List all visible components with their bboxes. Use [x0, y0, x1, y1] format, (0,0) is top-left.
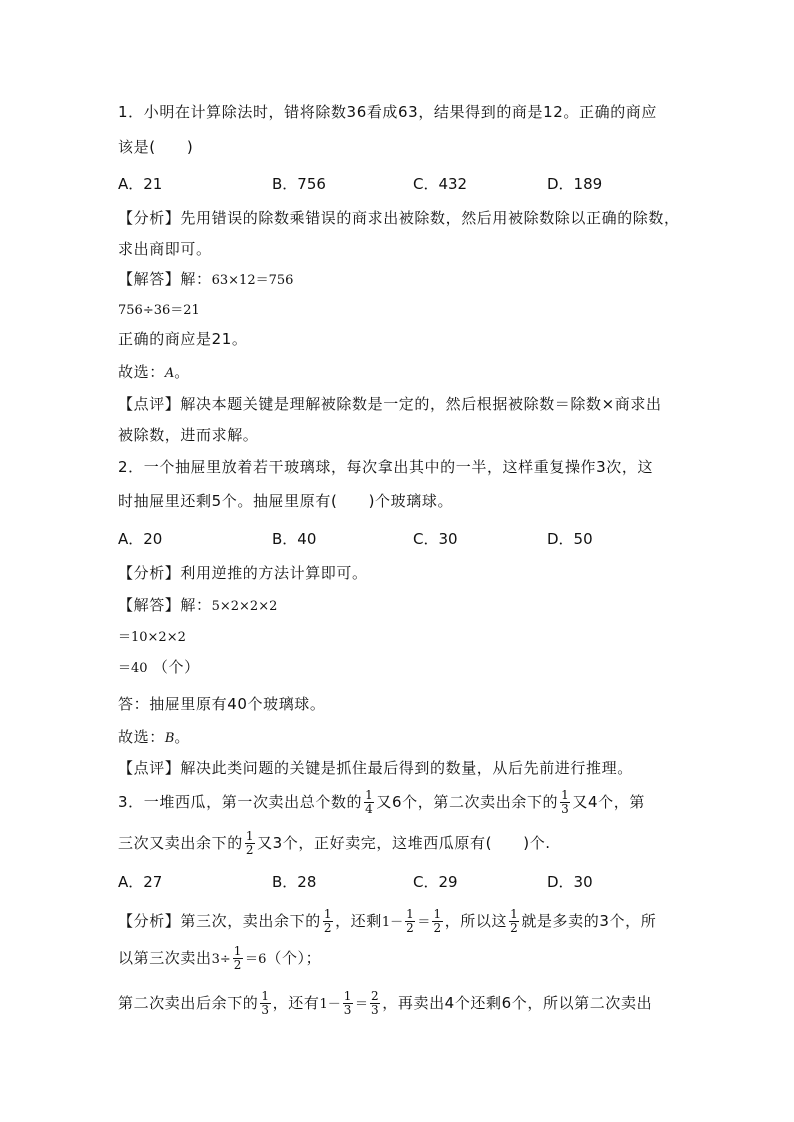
q1-equation-1: 63×12＝756 [211, 273, 294, 288]
q1-answer-line [118, 268, 293, 292]
frac-den: 4 [365, 802, 374, 816]
q1-option-d: D．189 [547, 175, 603, 193]
q2-choice: B [164, 731, 175, 746]
fraction-one-third [260, 990, 270, 1017]
q2-equation-3-line [118, 656, 200, 680]
q3-analysis-line2 [118, 945, 321, 972]
q3-a1b: ，还剩 [335, 912, 382, 930]
q2-comment: 【点评】解决此类问题的关键是抓住最后得到的数量，从后先前进行推理。 [118, 759, 633, 777]
q2-stem-line1: 2．一个抽屉里放着若干玻璃球，每次拿出其中的一半，这样重复操作3次，这 [118, 458, 654, 476]
fraction-one-half [432, 908, 442, 935]
frac-den: 2 [433, 921, 442, 935]
q1-equation-2-line [118, 298, 200, 322]
q3-analysis-line3 [118, 990, 652, 1017]
math-six: 6 [258, 952, 267, 967]
math-three: 3 [211, 952, 220, 967]
frac-num: 1 [323, 907, 333, 921]
q3-stem-1a: 3．一堆西瓜，第一次卖出总个数的 [118, 793, 363, 811]
q1-analysis-line1: 【分析】先用错误的除数乘错误的商求出被除数，然后用被除数除以正确的除数， [118, 209, 680, 227]
q3-a1d: 就是多卖的3个，所 [521, 912, 657, 930]
q3-a2b: （个）； [266, 949, 322, 967]
math-one: 1 [381, 915, 391, 930]
q3-options [118, 871, 678, 893]
q3-a1a: 【分析】第三次，卖出余下的 [118, 912, 321, 930]
q2-option-a: A．20 [118, 530, 163, 548]
q3-a3a: 第二次卖出后余下的 [118, 994, 259, 1012]
frac-den: 3 [343, 1003, 353, 1017]
fraction-one-half [405, 908, 415, 935]
q1-equation-2: 756÷36＝21 [118, 303, 200, 318]
math-divide: ÷ [219, 952, 231, 967]
math-one: 1 [319, 997, 328, 1012]
fraction-one-third [343, 990, 353, 1017]
q1-option-b: B．756 [272, 175, 326, 193]
q2-conclusion: 答：抽屉里原有40个玻璃球。 [118, 695, 326, 713]
frac-den: 2 [510, 921, 519, 935]
fraction-one-half [509, 908, 519, 935]
q3-stem-line2 [118, 830, 551, 857]
frac-num: 1 [233, 944, 243, 958]
q3-a2a: 以第三次卖出 [118, 949, 212, 967]
q3-a3c: ，再卖出4个还剩6个，所以第二次卖出 [382, 994, 653, 1012]
q2-equation-2: ＝10×2×2 [118, 630, 186, 645]
q3-stem-2b: 又3个，正好卖完，这堆西瓜原有( )个. [257, 834, 551, 852]
q1-options [118, 173, 678, 195]
q2-analysis: 【分析】利用逆推的方法计算即可。 [118, 564, 368, 582]
math-equals: ＝ [417, 915, 431, 930]
frac-den: 2 [233, 958, 243, 972]
q2-equation-2-line [118, 625, 186, 649]
q3-option-a: A．27 [118, 873, 163, 891]
q2-choice-line [118, 726, 190, 750]
frac-den: 2 [245, 843, 255, 857]
q2-equation-1: 5×2×2×2 [211, 599, 278, 614]
q2-option-b: B．40 [272, 530, 317, 548]
q2-stem-line2: 时抽屉里还剩5个。抽屉里原有( )个玻璃球。 [118, 492, 454, 510]
q2-option-c: C．30 [413, 530, 458, 548]
q3-option-c: C．29 [413, 873, 458, 891]
math-equals: ＝ [245, 952, 259, 967]
q3-option-d: D．30 [547, 873, 593, 891]
q3-stem-line1 [118, 789, 645, 816]
q1-choice: A [164, 366, 175, 381]
q1-comment-line2: 被除数，进而求解。 [118, 426, 259, 444]
frac-num: 1 [433, 907, 442, 921]
fraction-one-quarter [364, 789, 374, 816]
q1-conclusion: 正确的商应是21。 [118, 330, 248, 348]
fraction-one-half [323, 908, 333, 935]
q1-choice-line [118, 361, 190, 385]
math-equals: ＝ [355, 997, 369, 1012]
q3-stem-1c: 又4个，第 [572, 793, 645, 811]
frac-num: 2 [371, 989, 380, 1003]
frac-den: 2 [323, 921, 333, 935]
frac-den: 3 [371, 1003, 380, 1017]
q1-stem-line1: 1．小明在计算除法时，错将除数36看成63，结果得到的商是12。正确的商应 [118, 103, 658, 121]
q1-option-c: C．432 [413, 175, 468, 193]
q2-answer-line [118, 594, 277, 618]
q1-comment-line1: 【点评】解决本题关键是理解被除数是一定的，然后根据被除数＝除数×商求出 [118, 395, 662, 413]
frac-den: 3 [261, 1003, 270, 1017]
fraction-one-half [245, 830, 255, 857]
q2-equation-3: ＝40 [118, 661, 148, 676]
frac-num: 1 [365, 788, 374, 802]
q1-answer-label: 【解答】解： [118, 270, 212, 288]
q3-analysis-line1 [118, 908, 656, 935]
q2-option-d: D．50 [547, 530, 593, 548]
q1-choice-end: 。 [174, 363, 190, 381]
frac-num: 1 [245, 829, 255, 843]
frac-den: 3 [561, 802, 570, 816]
frac-den: 2 [406, 921, 415, 935]
frac-num: 1 [343, 989, 353, 1003]
frac-num: 1 [406, 907, 415, 921]
q2-choice-label: 故选： [118, 728, 165, 746]
q2-options [118, 528, 678, 550]
q2-answer-label: 【解答】解： [118, 596, 212, 614]
frac-num: 1 [561, 788, 570, 802]
q1-option-a: A．21 [118, 175, 163, 193]
q3-option-b: B．28 [272, 873, 317, 891]
q1-stem-line2: 该是( ) [118, 138, 194, 156]
q2-equation-3-unit: （个） [152, 658, 200, 676]
q2-choice-end: 。 [174, 728, 190, 746]
fraction-one-third [560, 789, 570, 816]
frac-num: 1 [510, 907, 519, 921]
fraction-one-half [233, 945, 243, 972]
q3-stem-2a: 三次又卖出余下的 [118, 834, 243, 852]
q3-a3b: ，还有 [272, 994, 320, 1012]
frac-num: 1 [261, 989, 270, 1003]
q3-a1c: ，所以这 [444, 912, 508, 930]
math-minus: － [327, 997, 341, 1012]
math-minus: － [390, 915, 404, 930]
q3-stem-1b: 又6个，第二次卖出余下的 [376, 793, 559, 811]
q1-choice-label: 故选： [118, 363, 165, 381]
q1-analysis-line2: 求出商即可。 [118, 240, 212, 258]
fraction-two-thirds [370, 990, 380, 1017]
